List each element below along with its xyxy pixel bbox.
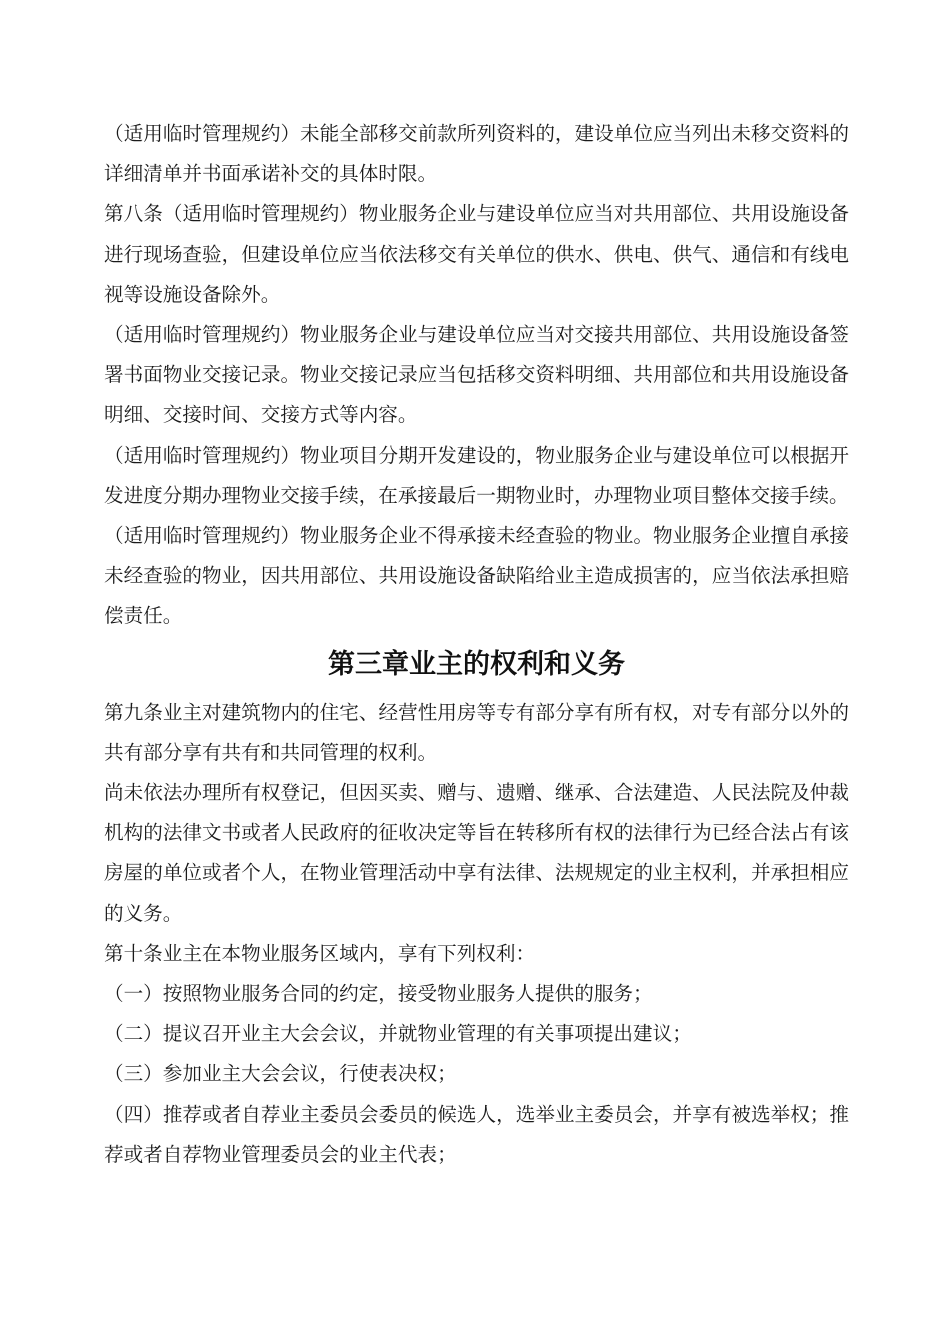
paragraph-article-9: 第九条业主对建筑物内的住宅、经营性用房等专有部分享有所有权，对专有部分以外的共有部分享有共有和共同管理的权利。 (104, 700, 849, 764)
paragraph-article-10: 第十条业主在本物业服务区域内，享有下列权利： (104, 941, 536, 965)
paragraph-handover-record: （适用临时管理规约）物业服务企业与建设单位应当对交接共用部位、共用设施设备签署书面物业交接记录。物业交接记录应当包括移交资料明细、共用部位和共用设施设备明细、交接时间、交接方式等内容。 (104, 323, 849, 427)
paragraph-article-8: 第八条（适用临时管理规约）物业服务企业与建设单位应当对共用部位、共用设施设备进行现场查验，但建设单位应当依法移交有关单位的供水、供电、供气、通信和有线电视等设施设备除外。 (104, 202, 849, 306)
chapter-heading: 第三章业主的权利和义务 (328, 648, 625, 680)
list-item-right-4: （四）推荐或者自荐业主委员会委员的候选人，选举业主委员会，并享有被选举权；推荐或者自荐物业管理委员会的业主代表； (104, 1102, 849, 1166)
document-body (104, 114, 849, 1175)
paragraph-phased-handover: （适用临时管理规约）物业项目分期开发建设的，物业服务企业与建设单位可以根据开发进度分期办理物业交接手续，在承接最后一期物业时，办理物业项目整体交接手续。 (104, 443, 849, 507)
list-item-right-2: （二）提议召开业主大会会议，并就物业管理的有关事项提出建议； (104, 1022, 692, 1046)
paragraph-transfer-list: （适用临时管理规约）未能全部移交前款所列资料的，建设单位应当列出未移交资料的详细清单并书面承诺补交的具体时限。 (104, 122, 849, 186)
list-item-right-3: （三）参加业主大会会议，行使表决权； (104, 1062, 457, 1086)
paragraph-unregistered-owner: 尚未依法办理所有权登记，但因买卖、赠与、遗赠、继承、合法建造、人民法院及仲裁机构的法律文书或者人民政府的征收决定等旨在转移所有权的法律行为已经合法占有该房屋的单位或者个人，在物业管理活动中享有法律、法规规定的业主权利，并承担相应的义务。 (104, 781, 849, 925)
paragraph-uninspected-property: （适用临时管理规约）物业服务企业不得承接未经查验的物业。物业服务企业擅自承接未经查验的物业，因共用部位、共用设施设备缺陷给业主造成损害的，应当依法承担赔偿责任。 (104, 524, 849, 628)
list-item-right-1: （一）按照物业服务合同的约定，接受物业服务人提供的服务； (104, 982, 653, 1006)
